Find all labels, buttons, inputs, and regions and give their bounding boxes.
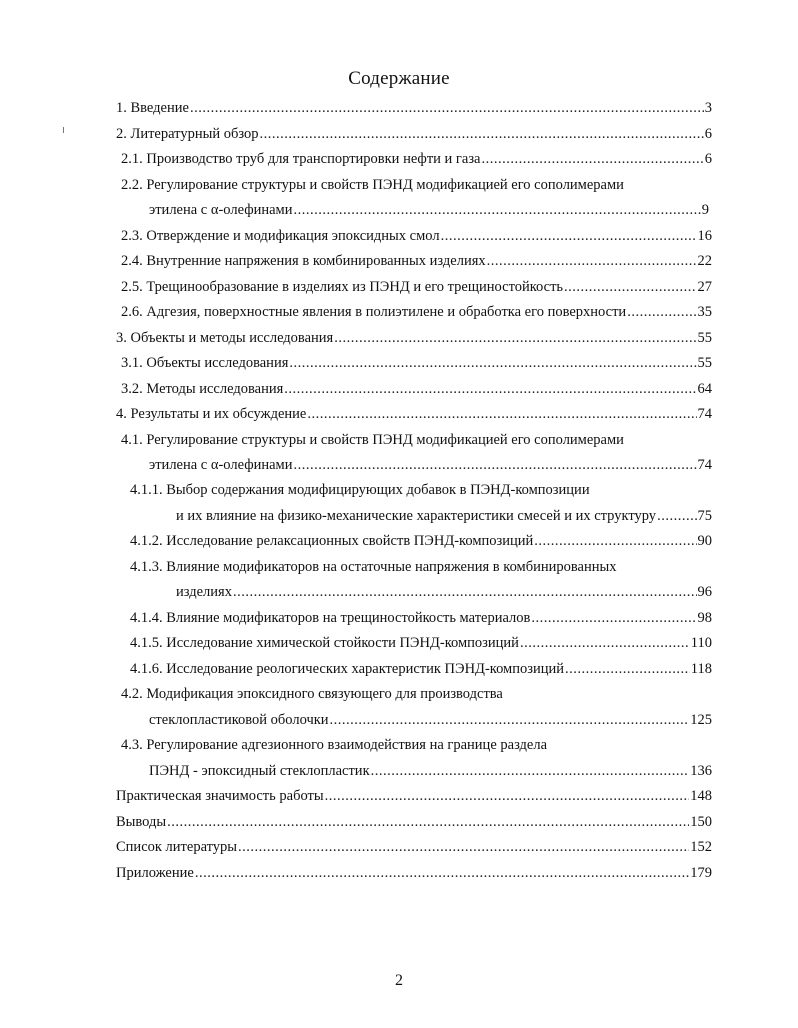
toc-leader-dots — [233, 583, 697, 601]
margin-mark — [63, 127, 64, 133]
toc-entry-page: 74 — [697, 406, 712, 422]
toc-leader-dots — [330, 711, 690, 729]
toc-leader-dots — [531, 609, 696, 627]
toc-entry-page: 75 — [697, 508, 712, 524]
toc-entry[interactable] — [121, 354, 712, 372]
toc-entry-label: этилена с α-олефинами — [149, 457, 293, 473]
toc-entry-label: 4.1. Регулирование структуры и свойств ПЭНД модификацией его сополимерами — [121, 432, 624, 448]
toc-leader-dots — [565, 660, 690, 678]
toc-entry[interactable] — [121, 303, 712, 321]
toc-entry[interactable] — [116, 864, 712, 882]
toc-leader-dots — [190, 99, 704, 117]
toc-entry[interactable] — [121, 150, 712, 168]
toc-leader-dots — [307, 405, 696, 423]
toc-entry[interactable] — [116, 787, 712, 805]
toc-entry-label: 4.3. Регулирование адгезионного взаимодействия на границе раздела — [121, 737, 548, 753]
toc-leader-dots — [259, 125, 703, 143]
toc-entry-label: Список литературы — [116, 839, 238, 855]
toc-entry-label: 3.1. Объекты исследования — [121, 355, 289, 371]
page-number: 2 — [395, 972, 403, 989]
toc-leader-dots — [481, 150, 703, 168]
page-title: Содержание — [348, 68, 450, 89]
toc-entry-label: 4.1.2. Исследование релаксационных свойств ПЭНД-композиций — [130, 533, 534, 549]
toc-entry-page: 148 — [690, 788, 712, 804]
toc-entry-label: 2.4. Внутренние напряжения в комбинированных изделиях — [121, 253, 486, 269]
toc-entry-label: изделиях — [176, 584, 232, 600]
toc-entry-heading-line[interactable] — [130, 558, 617, 576]
toc-leader-dots — [657, 507, 696, 525]
toc-entry-page: 118 — [690, 661, 712, 677]
toc-entry-label: 2.3. Отверждение и модификация эпоксидных смол — [121, 228, 440, 244]
toc-leader-dots — [487, 252, 697, 270]
toc-leader-dots — [325, 787, 690, 805]
toc-leader-dots — [294, 201, 701, 219]
toc-entry-page: 64 — [697, 381, 712, 397]
toc-leader-dots — [371, 762, 690, 780]
toc-entry-label: 3.2. Методы исследования — [121, 381, 284, 397]
toc-entry-label: 2.5. Трещинообразование в изделиях из ПЭНД и его трещиностойкость — [121, 279, 564, 295]
toc-entry-page: 110 — [690, 635, 712, 651]
toc-entry-label: 2.1. Производство труб для транспортировки нефти и газа — [121, 151, 481, 167]
toc-entry[interactable] — [130, 634, 712, 652]
toc-entry-page: 27 — [697, 279, 712, 295]
toc-leader-dots — [294, 456, 697, 474]
toc-entry[interactable] — [149, 711, 712, 729]
toc-entry-page: 96 — [697, 584, 712, 600]
toc-entry[interactable] — [116, 99, 712, 117]
toc-entry-label: и их влияние на физико-механические характеристики смесей и их структуру — [176, 508, 657, 524]
toc-leader-dots — [534, 532, 696, 550]
toc-entry-page: 150 — [690, 814, 712, 830]
toc-entry-page: 6 — [704, 151, 712, 167]
toc-leader-dots — [167, 813, 689, 831]
toc-entry-page: 152 — [690, 839, 712, 855]
toc-entry[interactable] — [149, 201, 709, 219]
toc-leader-dots — [238, 838, 689, 856]
toc-entry-label: 4.2. Модификация эпоксидного связующего для производства — [121, 686, 503, 702]
toc-entry[interactable] — [149, 762, 712, 780]
toc-entry-label: 4.1.5. Исследование химической стойкости ПЭНД-композиций — [130, 635, 519, 651]
toc-entry-heading-line[interactable] — [130, 481, 590, 499]
toc-entry-label: 2.6. Адгезия, поверхностные явления в полиэтилене и обработка его поверхности — [121, 304, 627, 320]
toc-leader-dots — [334, 329, 696, 347]
toc-entry-label: Выводы — [116, 814, 167, 830]
toc-entry-label: этилена с α-олефинами — [149, 202, 293, 218]
toc-leader-dots — [564, 278, 696, 296]
toc-entry-label: 1. Введение — [116, 100, 189, 116]
toc-entry[interactable] — [176, 507, 712, 525]
toc-entry-label: 4.1.6. Исследование реологических характеристик ПЭНД-композиций — [130, 661, 565, 677]
toc-entry[interactable] — [121, 252, 712, 270]
toc-entry-label: 2.2. Регулирование структуры и свойств ПЭНД модификацией его сополимерами — [121, 177, 624, 193]
toc-entry-page: 6 — [704, 126, 712, 142]
toc-entry[interactable] — [130, 660, 712, 678]
toc-leader-dots — [520, 634, 690, 652]
toc-entry[interactable] — [130, 532, 712, 550]
toc-entry-page: 16 — [697, 228, 712, 244]
toc-entry-heading-line[interactable] — [121, 431, 624, 449]
toc-entry-label: 2. Литературный обзор — [116, 126, 259, 142]
toc-entry-label: 4. Результаты и их обсуждение — [116, 406, 307, 422]
toc-entry-label: Практическая значимость работы — [116, 788, 324, 804]
toc-entry[interactable] — [116, 125, 712, 143]
toc-entry-label: стеклопластиковой оболочки — [149, 712, 329, 728]
toc-leader-dots — [441, 227, 697, 245]
toc-entry-label: 4.1.1. Выбор содержания модифицирующих добавок в ПЭНД-композиции — [130, 482, 590, 498]
toc-entry-page: 35 — [697, 304, 712, 320]
toc-entry-page: 3 — [704, 100, 712, 116]
toc-entry-page: 98 — [697, 610, 712, 626]
toc-entry-heading-line[interactable] — [121, 176, 624, 194]
toc-entry-page: 90 — [697, 533, 712, 549]
toc-entry[interactable] — [121, 227, 712, 245]
toc-leader-dots — [627, 303, 696, 321]
toc-entry-page: 125 — [690, 712, 712, 728]
toc-entry-page: 179 — [690, 865, 712, 881]
toc-entry[interactable] — [149, 456, 712, 474]
toc-entry-page: 9 — [701, 202, 709, 218]
toc-entry[interactable] — [116, 405, 712, 423]
toc-leader-dots — [195, 864, 689, 882]
toc-entry[interactable] — [121, 278, 712, 296]
toc-entry-page: 74 — [697, 457, 712, 473]
toc-entry-label: Приложение — [116, 865, 194, 881]
toc-entry[interactable] — [121, 380, 712, 398]
toc-entry[interactable] — [130, 609, 712, 627]
toc-entry[interactable] — [116, 813, 712, 831]
toc-entry-label: ПЭНД - эпоксидный стеклопластик — [149, 763, 370, 779]
toc-entry-page: 136 — [690, 763, 712, 779]
toc-entry-page: 55 — [697, 330, 712, 346]
toc-entry[interactable] — [116, 838, 712, 856]
toc-entry-heading-line[interactable] — [121, 685, 503, 703]
toc-leader-dots — [284, 380, 696, 398]
toc-entry-label: 3. Объекты и методы исследования — [116, 330, 334, 346]
toc-entry-page: 22 — [697, 253, 712, 269]
toc-entry-heading-line[interactable] — [121, 736, 547, 754]
toc-entry[interactable] — [176, 583, 712, 601]
toc-entry-label: 4.1.4. Влияние модификаторов на трещиностойкость материалов — [130, 610, 531, 626]
toc-entry[interactable] — [116, 329, 712, 347]
toc-entry-label: 4.1.3. Влияние модификаторов на остаточные напряжения в комбинированных — [130, 559, 617, 575]
toc-leader-dots — [289, 354, 696, 372]
toc-entry-page: 55 — [697, 355, 712, 371]
